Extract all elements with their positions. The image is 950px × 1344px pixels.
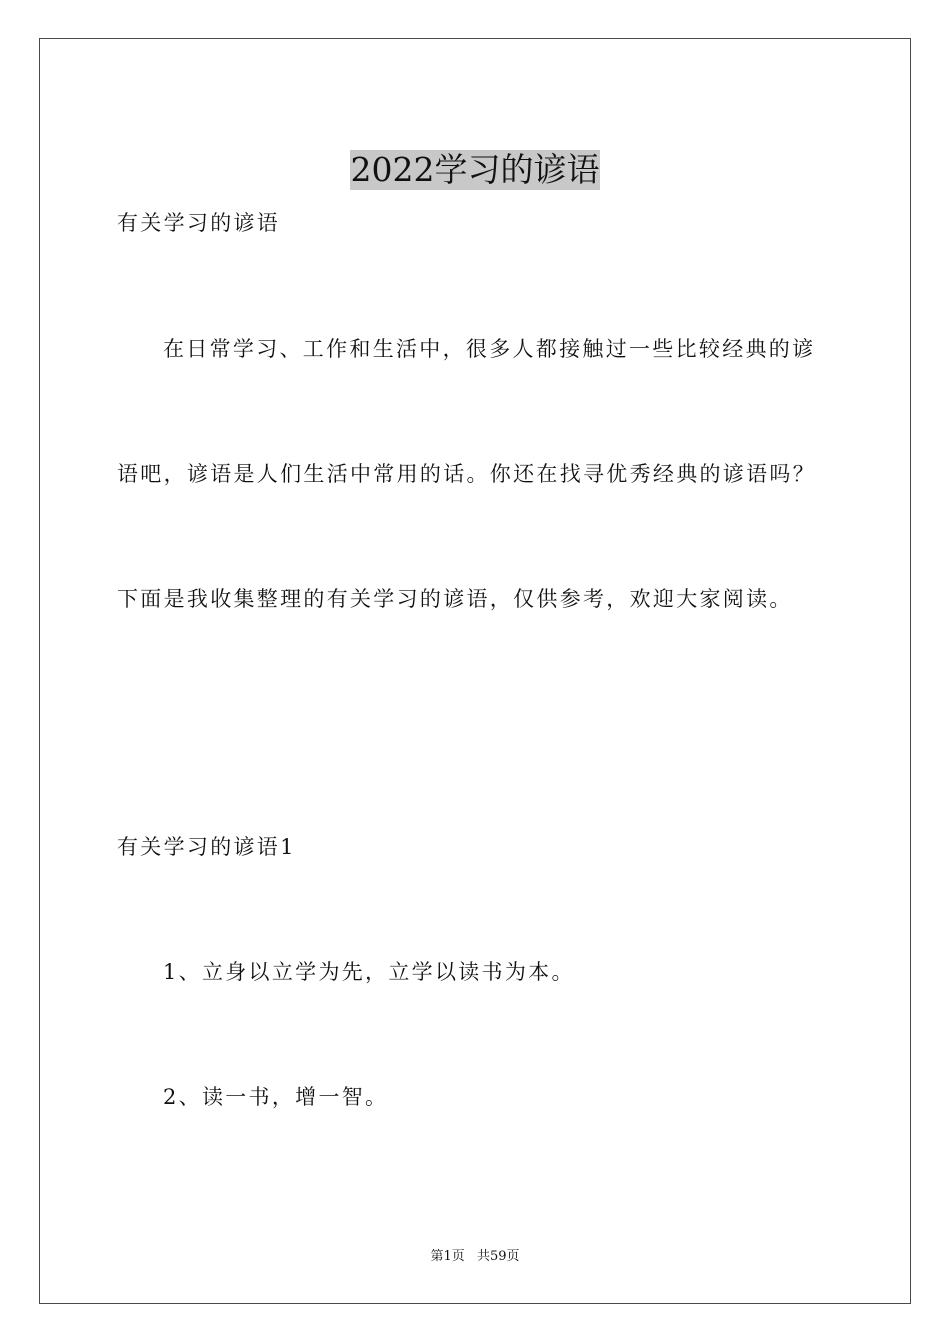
intro-line-2: 语吧，谚语是人们生活中常用的话。你还在找寻优秀经典的谚语吗？ [117, 462, 816, 486]
intro-line-3: 下面是我收集整理的有关学习的谚语，仅供参考，欢迎大家阅读。 [117, 587, 793, 611]
section-heading: 有关学习的谚语1 [117, 835, 296, 859]
page-footer [0, 1248, 950, 1266]
document-title: 2022学习的谚语 [350, 150, 600, 190]
page-total: 共59页 [476, 1249, 520, 1264]
list-item: 1、立身以立学为先，立学以读书为本。 [163, 960, 575, 984]
subtitle: 有关学习的谚语 [117, 211, 281, 235]
title-container [0, 128, 950, 212]
list-item: 2、读一书，增一智。 [163, 1085, 389, 1109]
page-number: 第1页 [430, 1249, 465, 1264]
intro-line-1: 在日常学习、工作和生活中，很多人都接触过一些比较经典的谚 [163, 337, 816, 361]
